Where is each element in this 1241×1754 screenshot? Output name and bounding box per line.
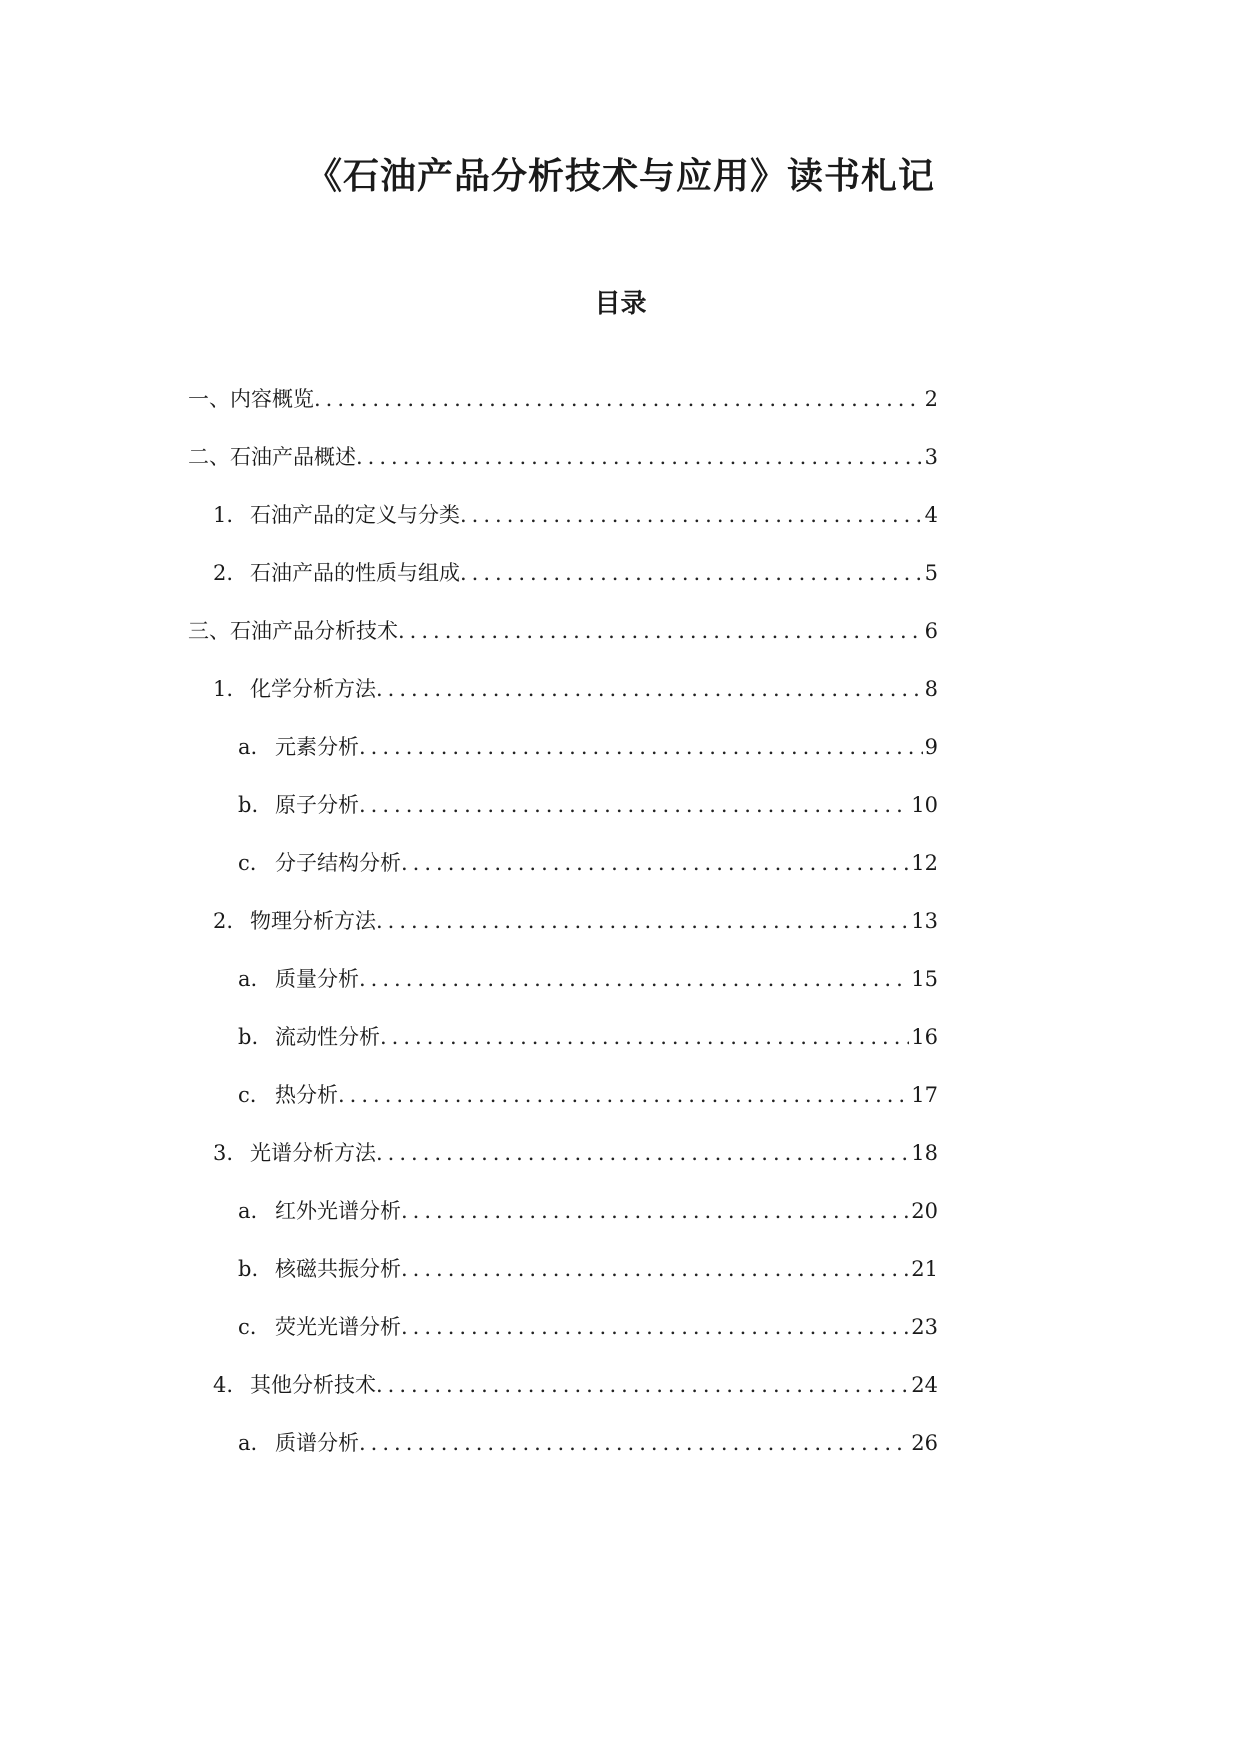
toc-entry[interactable] <box>213 556 938 590</box>
toc-dot-leader <box>398 614 923 648</box>
toc-entry-page: 26 <box>911 1431 938 1455</box>
toc-entry-page: 9 <box>924 735 938 759</box>
toc-entry-title: 其他分析技术 <box>250 1373 376 1397</box>
toc-entry-page: 10 <box>911 793 938 817</box>
toc-entry-number: 一、 <box>188 387 230 411</box>
toc-dot-leader <box>359 962 909 996</box>
toc-entry-title: 核磁共振分析 <box>275 1257 401 1281</box>
toc-dot-leader <box>380 1020 909 1054</box>
toc-entry-page: 2 <box>924 387 938 411</box>
toc-entry-number: c. <box>238 1083 257 1107</box>
toc-entry[interactable] <box>213 1368 938 1402</box>
toc-entry[interactable] <box>238 1252 938 1286</box>
toc-dot-leader <box>359 788 909 822</box>
toc-entry[interactable] <box>213 672 938 706</box>
toc-entry-page: 18 <box>911 1141 938 1165</box>
toc-entry-title: 石油产品的定义与分类 <box>250 503 460 527</box>
toc-dot-leader <box>460 498 923 532</box>
toc-dot-leader <box>401 846 909 880</box>
toc-entry-number: 3. <box>213 1141 234 1165</box>
toc-entry-number: 三、 <box>188 619 230 643</box>
toc-entry-title: 原子分析 <box>275 793 359 817</box>
toc-entry-number: b. <box>238 1257 259 1281</box>
document-title: 《石油产品分析技术与应用》读书札记 <box>305 156 935 197</box>
toc-dot-leader <box>401 1310 909 1344</box>
toc-entry-title: 元素分析 <box>275 735 359 759</box>
toc-entry[interactable] <box>238 1310 938 1344</box>
toc-entry-title: 物理分析方法 <box>250 909 376 933</box>
toc-entry-number: 1. <box>213 503 234 527</box>
toc-entry-title: 石油产品分析技术 <box>230 619 398 643</box>
toc-entry-title: 化学分析方法 <box>250 677 376 701</box>
toc-entry-title: 内容概览 <box>230 387 314 411</box>
toc-entry[interactable] <box>238 1426 938 1460</box>
toc-entry-number: 2. <box>213 561 234 585</box>
toc-entry-page: 4 <box>924 503 938 527</box>
toc-entry-number: b. <box>238 1025 259 1049</box>
toc-entry-title: 质谱分析 <box>275 1431 359 1455</box>
toc-entry-page: 16 <box>911 1025 938 1049</box>
toc-entry-page: 3 <box>924 445 938 469</box>
toc-entry-page: 12 <box>911 851 938 875</box>
toc-dot-leader <box>460 556 923 590</box>
toc-entry-title: 石油产品的性质与组成 <box>250 561 460 585</box>
toc-dot-leader <box>356 440 923 474</box>
toc-entry-title: 流动性分析 <box>275 1025 380 1049</box>
toc-entry-page: 5 <box>924 561 938 585</box>
toc-entry-page: 20 <box>911 1199 938 1223</box>
toc-dot-leader <box>314 382 923 416</box>
toc-entry-page: 17 <box>911 1083 938 1107</box>
toc-entry-title: 光谱分析方法 <box>250 1141 376 1165</box>
toc-entry-title: 分子结构分析 <box>275 851 401 875</box>
toc-dot-leader <box>376 904 909 938</box>
toc-dot-leader <box>376 672 923 706</box>
toc-entry-page: 15 <box>911 967 938 991</box>
toc-entry[interactable] <box>238 1194 938 1228</box>
toc-dot-leader <box>376 1136 909 1170</box>
toc-heading: 目录 <box>594 289 647 319</box>
toc-entry[interactable] <box>188 440 938 474</box>
toc-entry-title: 石油产品概述 <box>230 445 356 469</box>
toc-entry[interactable] <box>238 788 938 822</box>
toc-entry-page: 8 <box>924 677 938 701</box>
toc-entry-number: b. <box>238 793 259 817</box>
toc-entry-title: 红外光谱分析 <box>275 1199 401 1223</box>
toc-entry-page: 23 <box>911 1315 938 1339</box>
toc-entry-number: a. <box>238 735 258 759</box>
toc-entry[interactable] <box>213 498 938 532</box>
toc-entry-number: c. <box>238 1315 257 1339</box>
toc-entry-title: 热分析 <box>275 1083 338 1107</box>
toc-entry[interactable] <box>238 962 938 996</box>
toc-entry[interactable] <box>238 846 938 880</box>
toc-entry-page: 24 <box>911 1373 938 1397</box>
toc-dot-leader <box>401 1252 909 1286</box>
toc-entry[interactable] <box>238 1020 938 1054</box>
toc-entry-title: 荧光光谱分析 <box>275 1315 401 1339</box>
toc-entry[interactable] <box>188 614 938 648</box>
toc-entry-number: c. <box>238 851 257 875</box>
toc-entry-number: 二、 <box>188 445 230 469</box>
toc-dot-leader <box>376 1368 909 1402</box>
toc-entry[interactable] <box>238 1078 938 1112</box>
toc-dot-leader <box>359 1426 909 1460</box>
toc-entry-page: 6 <box>924 619 938 643</box>
toc-entry[interactable] <box>213 904 938 938</box>
toc-entry-page: 13 <box>911 909 938 933</box>
toc-entry-page: 21 <box>911 1257 938 1281</box>
toc-dot-leader <box>401 1194 909 1228</box>
toc-entry-number: 4. <box>213 1373 234 1397</box>
toc-entry-number: 1. <box>213 677 234 701</box>
toc-entry[interactable] <box>238 730 938 764</box>
toc-entry-number: 2. <box>213 909 234 933</box>
toc-dot-leader <box>359 730 923 764</box>
toc-entry-title: 质量分析 <box>275 967 359 991</box>
toc-entry[interactable] <box>188 382 938 416</box>
toc-entry-number: a. <box>238 1199 258 1223</box>
toc-entry-number: a. <box>238 967 258 991</box>
toc-dot-leader <box>338 1078 909 1112</box>
toc-entry-number: a. <box>238 1431 258 1455</box>
toc-entry[interactable] <box>213 1136 938 1170</box>
